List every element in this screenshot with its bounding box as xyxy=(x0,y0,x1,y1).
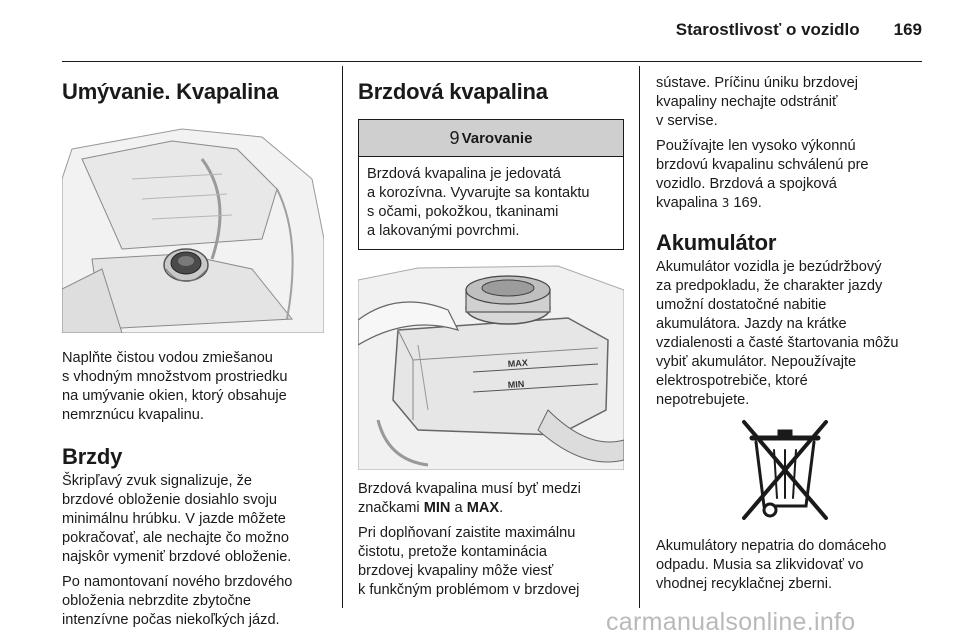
max-mark-text: MAX xyxy=(466,500,500,516)
running-title: Starostlivosť o vozidlo xyxy=(675,20,860,39)
warning-title: Varovanie xyxy=(461,129,533,147)
watermark: carmanualsonline.info xyxy=(606,608,856,636)
crossed-out-wheelie-bin-icon xyxy=(740,418,926,527)
min-mark-text: MIN xyxy=(423,500,451,516)
column-divider-1 xyxy=(342,66,343,608)
max-mark-label: MAX xyxy=(507,357,529,369)
column-3 xyxy=(656,66,926,600)
disposal-paragraph: Akumulátory nepatria do domáceho odpadu. Musia sa zlikvidovať vo vhodnej recyklačnej zberni. xyxy=(656,538,887,592)
heading-washer-fluid: Umývanie. Kvapalina xyxy=(62,79,279,104)
page-number: 169 xyxy=(893,20,922,39)
approved-fluid-paragraph: Používajte len vysoko výkonnú brzdovú kvapalinu schválenú pre vozidlo. Brzdová a spojková kvapalina 3 169. xyxy=(656,138,869,211)
brakes-paragraph-2: Po namontovaní nového brzdového obloženia nebrzdite zbytočne intenzívne počas niekoľkých jázd. xyxy=(62,574,293,628)
continued-paragraph: sústave. Príčinu úniku brzdovej kvapaliny nechajte odstrániť v servise. xyxy=(656,75,858,129)
warning-header xyxy=(359,120,623,157)
brakes-paragraph-1: Škripľavý zvuk signalizuje, že brzdové obloženie dosiahlo svoju minimálnu hrúbku. V jazde môžete pokračovať, ale nechajte čo možno najskôr vymeniť brzdové obloženie. xyxy=(62,473,292,565)
washer-reservoir-illustration xyxy=(62,119,324,333)
column-divider-2 xyxy=(639,66,640,608)
brake-fluid-reservoir-illustration xyxy=(358,260,624,470)
page-header xyxy=(62,20,922,46)
page-reference-link[interactable]: 169. xyxy=(729,195,762,211)
warning-body: Brzdová kvapalina je jedovatá a korozívna. Vyvarujte sa kontaktu s očami, pokožkou, tkaninami a lakovanými povrchmi. xyxy=(367,166,590,239)
refill-paragraph: Pri doplňovaní zaistite maximálnu čistotu, pretože kontaminácia brzdovej kvapaliny môže viesť k funkčným problémom v brzdovej xyxy=(358,525,580,598)
warning-triangle-icon: 9 xyxy=(449,127,460,148)
min-mark-label: MIN xyxy=(507,378,525,390)
heading-battery: Akumulátor xyxy=(656,230,777,255)
column-1 xyxy=(62,66,324,636)
battery-paragraph: Akumulátor vozidla je bezúdržbový za predpokladu, že charakter jazdy umožní dostatočné nabitie akumulátora. Jazdy na krátke vzdialenosti a časté štartovania môžu vybiť akumulátor. Nepoužívajte elektrospotrebiče, ktoré nepotrebujete. xyxy=(656,259,899,408)
header-rule xyxy=(62,61,922,62)
heading-brakes: Brzdy xyxy=(62,444,123,469)
washer-paragraph: Naplňte čistou vodou zmiešanou s vhodným množstvom prostriedku na umývanie okien, ktorý obsahuje nemrznúcu kvapalinu. xyxy=(62,350,288,423)
column-2 xyxy=(358,66,624,606)
heading-brake-fluid: Brzdová kvapalina xyxy=(358,79,548,104)
fluid-level-paragraph: Brzdová kvapalina musí byť medzi značkami MIN a MAX. xyxy=(358,481,581,516)
page-reference-arrow-icon: 3 xyxy=(721,196,730,210)
warning-box xyxy=(358,119,624,250)
